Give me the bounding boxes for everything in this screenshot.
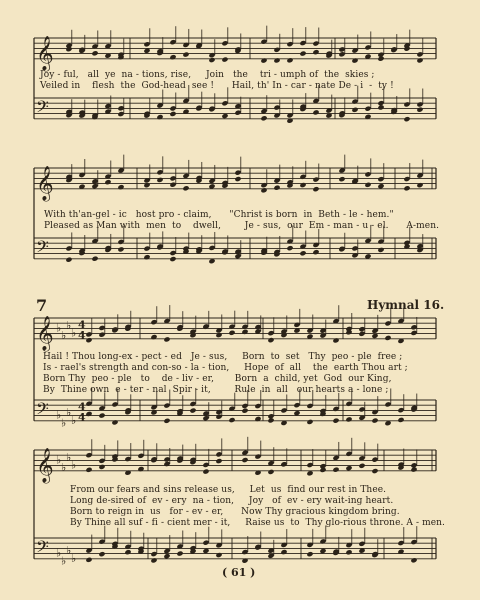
bass-clef: 𝄢 — [36, 398, 49, 423]
note-head — [312, 109, 319, 115]
note-head — [169, 111, 176, 117]
lyric-line: Is - rael's strength and con-so - la - tion, Hope of all the earth Thou art ; — [43, 363, 408, 373]
lyric-line: Long de-sired of ev - ery na - tion, Joy of ev - ery wait-ing heart. — [70, 496, 394, 506]
lyric-line: From our fears and sins release us, Let us find our rest in Thee. — [70, 485, 387, 495]
flat-sign: ♭ — [56, 321, 62, 335]
lyric-line: With th'an-gel - ic host pro - claim, "Christ is born in Beth - le - hem." — [44, 210, 394, 220]
note-head — [182, 52, 189, 58]
flat-sign: ♭ — [61, 461, 67, 475]
note-head — [117, 184, 124, 190]
note-head — [371, 417, 378, 423]
note-head — [306, 551, 313, 557]
note-head — [332, 418, 339, 424]
note-head — [91, 256, 98, 262]
flat-sign: ♭ — [71, 413, 77, 427]
note-head — [377, 104, 384, 110]
flat-sign: ♭ — [71, 458, 77, 472]
note-head — [85, 467, 92, 473]
note-head — [91, 50, 98, 56]
note-head — [286, 245, 293, 251]
treble-clef: 𝄞 — [36, 447, 54, 483]
lyric-line: Joy - ful, all ye na - tions, rise, Join the tri - umph of the skies ; — [40, 70, 375, 80]
note-head — [208, 57, 215, 63]
lyric-line: By Thine all suf - fi - cient mer - it, Raise us to Thy glo-rious throne. A - men. — [70, 518, 445, 528]
note-head — [215, 552, 222, 558]
note-head — [299, 182, 306, 188]
note-head — [351, 107, 358, 113]
flat-sign: ♭ — [56, 546, 62, 560]
note-head — [241, 408, 248, 414]
note-head — [358, 463, 365, 469]
note-head — [150, 557, 157, 563]
note-head — [163, 418, 170, 424]
note-head — [306, 419, 313, 425]
note-head — [85, 411, 92, 417]
note-head — [260, 187, 267, 193]
note-head — [384, 335, 391, 341]
hymn-number: 7 — [36, 296, 48, 315]
lyric-line: Pleased as Man with men to dwell, Je - sus, our Em - man - u - el. A-men. — [44, 221, 440, 231]
note-head — [267, 469, 274, 475]
note-head — [312, 186, 319, 192]
note-head — [156, 114, 163, 120]
note-head — [312, 49, 319, 55]
note-head — [234, 176, 241, 182]
time-signature: 4 — [78, 318, 86, 332]
note-head — [117, 246, 124, 252]
note-head — [215, 332, 222, 338]
note-head — [312, 249, 319, 255]
note-head — [332, 467, 339, 473]
note-head — [345, 549, 352, 555]
note-head — [371, 468, 378, 474]
note-head — [273, 185, 280, 191]
lyric-line: Hail ! Thou long-ex - pect - ed Je - sus, Born to set Thy peo - ple free ; — [43, 352, 403, 362]
time-signature: 4 — [78, 328, 86, 342]
page-number: ( 61 ) — [222, 566, 256, 579]
note-head — [410, 467, 417, 473]
flat-sign: ♭ — [66, 406, 72, 419]
time-signature: 4 — [78, 410, 86, 424]
lyric-line: By Thine own e - ter - nal Spir - it, Rule in all our hearts a - lone ; — [43, 385, 389, 395]
note-head — [163, 336, 170, 342]
flat-sign: ♭ — [71, 326, 77, 340]
note-head — [364, 182, 371, 188]
note-head — [85, 557, 92, 563]
note-head — [98, 413, 105, 419]
note-head — [403, 116, 410, 122]
note-head — [267, 337, 274, 343]
note-head — [156, 177, 163, 183]
time-signature: 4 — [78, 400, 86, 414]
note-head — [228, 330, 235, 336]
note-head — [85, 337, 92, 343]
note-head — [267, 417, 274, 423]
note-head — [111, 419, 118, 425]
note-head — [286, 57, 293, 63]
flat-sign: ♭ — [66, 544, 72, 557]
flat-sign: ♭ — [61, 416, 67, 430]
note-head — [143, 182, 150, 188]
note-head — [397, 417, 404, 423]
note-head — [299, 50, 306, 56]
flat-sign: ♭ — [56, 453, 62, 467]
treble-clef: 𝄞 — [36, 315, 54, 351]
note-head — [176, 550, 183, 556]
note-head — [169, 54, 176, 60]
note-head — [241, 457, 248, 463]
note-head — [345, 416, 352, 422]
note-head — [215, 458, 222, 464]
lyric-line: Born Thy peo - ple to de - liv - er, Born a child, yet God our King, — [43, 374, 392, 384]
note-head — [416, 107, 423, 113]
note-head — [403, 185, 410, 191]
note-head — [410, 557, 417, 563]
lyric-line: Born to reign in us for - ev - er, Now Thy gracious kingdom bring. — [70, 507, 400, 517]
flat-sign: ♭ — [61, 554, 67, 568]
lyric-line: Veiled in flesh the God-head see ! Hail, th' In - car - nate De - i - ty ! — [40, 81, 394, 91]
treble-clef: 𝄞 — [36, 35, 54, 71]
note-head — [189, 407, 196, 413]
note-head — [182, 185, 189, 191]
note-head — [202, 468, 209, 474]
note-head — [169, 256, 176, 262]
note-head — [228, 417, 235, 423]
note-head — [221, 56, 228, 62]
note-head — [377, 56, 384, 62]
note-head — [280, 549, 287, 555]
note-head — [332, 337, 339, 343]
note-head — [416, 57, 423, 63]
note-head — [98, 464, 105, 470]
note-head — [260, 115, 267, 121]
bass-clef: 𝄢 — [36, 96, 49, 121]
note-head — [104, 179, 111, 185]
flat-sign: ♭ — [66, 450, 72, 464]
flat-sign: ♭ — [61, 329, 67, 343]
note-head — [65, 257, 72, 263]
hymnal-reference: Hymnal 16. — [367, 298, 445, 312]
flat-sign: ♭ — [66, 318, 72, 332]
flat-sign: ♭ — [56, 408, 62, 422]
note-head — [143, 254, 150, 260]
note-head — [273, 57, 280, 63]
bass-clef: 𝄢 — [36, 236, 49, 261]
flat-sign: ♭ — [71, 551, 77, 565]
note-head — [124, 549, 131, 555]
note-head — [377, 247, 384, 253]
note-head — [98, 551, 105, 557]
note-head — [338, 176, 345, 182]
note-head — [416, 182, 423, 188]
note-head — [299, 250, 306, 256]
note-head — [319, 467, 326, 473]
treble-clef: 𝄞 — [36, 165, 54, 201]
bass-clef: 𝄢 — [36, 536, 49, 561]
